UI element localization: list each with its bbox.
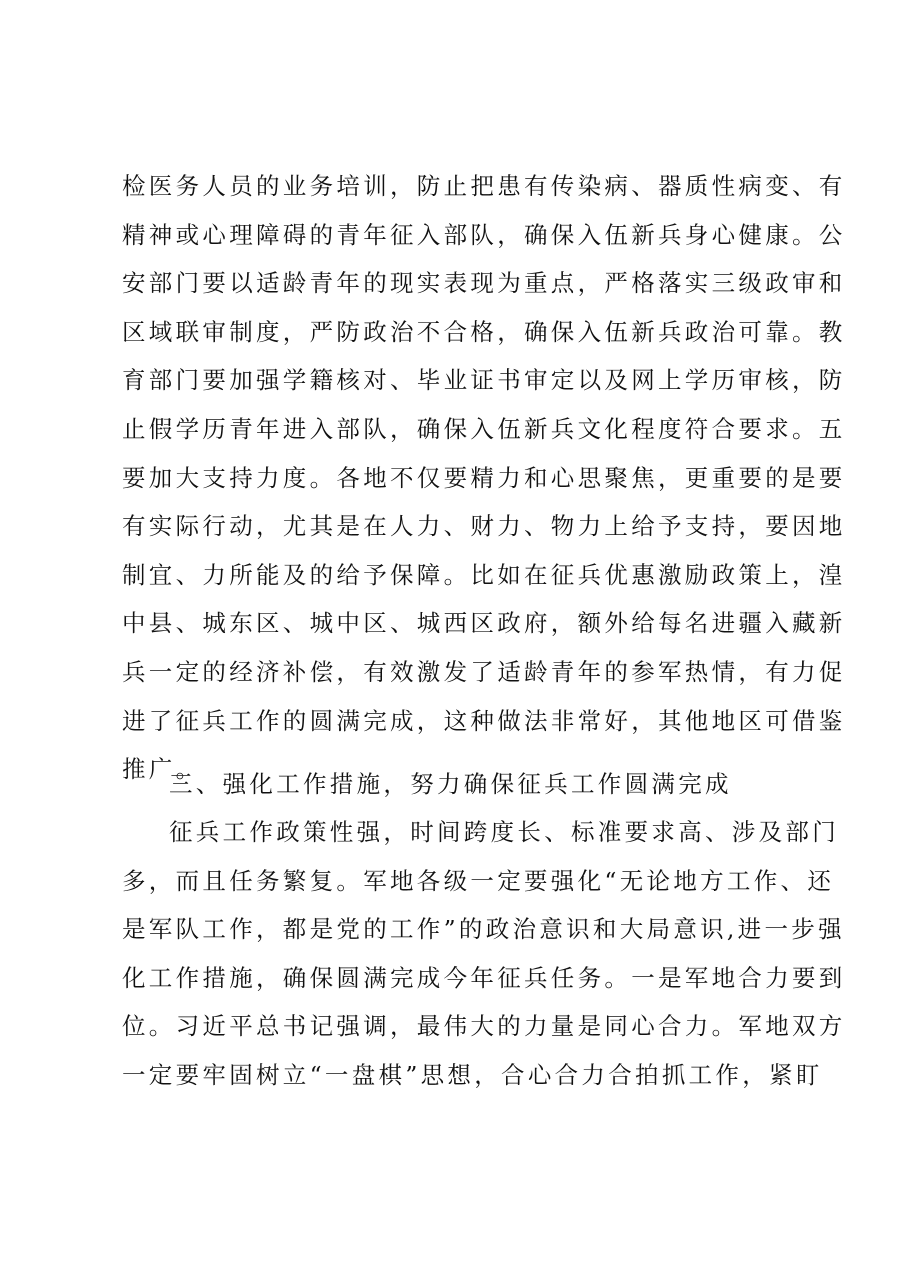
paragraph-line: 多，而且任务繁复。军地各级一定要强化“无论地方工作、还 (122, 866, 835, 895)
paragraph-line: 位。习近平总书记强调，最伟大的力量是同心合力。军地双方 (122, 1012, 846, 1041)
body-paragraph-2 (122, 808, 846, 1100)
paragraph-line: 止假学历青年进入部队，确保入伍新兵文化程度符合要求。五 (122, 414, 846, 443)
paragraph-line: 化工作措施，确保圆满完成今年征兵任务。一是军地合力要到 (122, 963, 846, 992)
paragraph-line: 精神或心理障碍的青年征入部队，确保入伍新兵身心健康。公 (122, 220, 846, 249)
paragraph-line: 区域联审制度，严防政治不合格，确保入伍新兵政治可靠。教 (122, 317, 846, 346)
paragraph-line: 安部门要以适龄青年的现实表现为重点，严格落实三级政审和 (122, 269, 846, 298)
paragraph-line: 制宜、力所能及的给予保障。比如在征兵优惠激励政策上，湟 (122, 560, 846, 589)
paragraph-line: 推广。 (122, 755, 203, 784)
paragraph-line: 一定要牢固树立“一盘棋”思想，合心合力合拍抓工作，紧盯 (122, 1060, 823, 1089)
paragraph-line: 兵一定的经济补偿，有效激发了适龄青年的参军热情，有力促 (122, 657, 846, 686)
paragraph-line: 中县、城东区、城中区、城西区政府，额外给每名进疆入藏新 (122, 609, 846, 638)
section-heading-text: 三、强化工作措施，努力确保征兵工作圆满完成 (169, 770, 732, 798)
paragraph-line: 进了征兵工作的圆满完成，这种做法非常好，其他地区可借鉴 (122, 706, 846, 735)
paragraph-line: 检医务人员的业务培训，防止把患有传染病、器质性病变、有 (122, 172, 846, 200)
body-paragraph-1 (122, 162, 846, 794)
paragraph-line: 征兵工作政策性强，时间跨度长、标准要求高、涉及部门 (169, 818, 839, 846)
paragraph-line: 是军队工作，都是党的工作”的政治意识和大局意识,进一步强 (122, 915, 845, 944)
section-heading (122, 760, 802, 809)
paragraph-line: 要加大支持力度。各地不仅要精力和心思聚焦，更重要的是要 (122, 463, 846, 492)
paragraph-line: 有实际行动，尤其是在人力、财力、物力上给予支持，要因地 (122, 512, 846, 541)
paragraph-line: 育部门要加强学籍核对、毕业证书审定以及网上学历审核，防 (122, 366, 846, 395)
